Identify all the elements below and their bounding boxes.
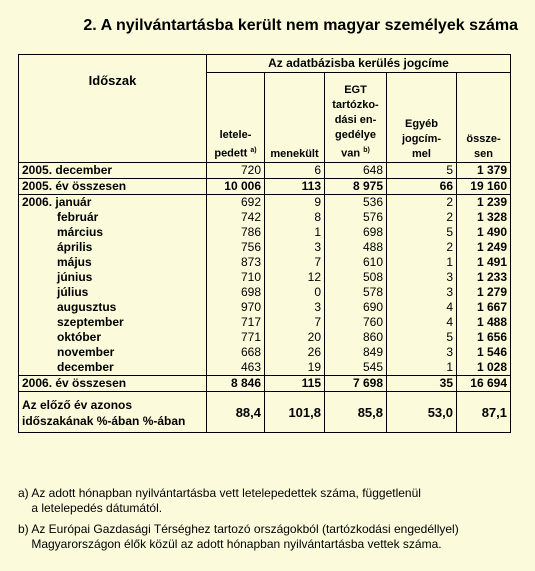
table-cell: 115 [265,376,325,392]
column-header-line: sen [474,148,493,160]
column-header-line: pedett [214,148,248,160]
table-cell: 9 [265,195,325,211]
footnote [18,522,518,552]
row-label: 2006. január [19,195,207,211]
row-label: december [19,360,207,376]
table-cell: 1 546 [457,345,511,360]
row-label: július [19,285,207,300]
table-cell: 576 [325,210,387,225]
table-cell: 8 846 [207,376,265,392]
table-cell: 0 [265,285,325,300]
table-cell: 1 279 [457,285,511,300]
table-cell: 3 [265,240,325,255]
table-row [19,376,511,392]
footnote-marker: a) [250,147,257,155]
table-cell: 545 [325,360,387,376]
table-cell: 7 698 [325,376,387,392]
table-cell: 536 [325,195,387,211]
table-row [19,225,511,240]
footnotes [18,486,518,558]
table-cell: 2 [387,240,457,255]
table-cell: 698 [207,285,265,300]
table-cell: 648 [325,163,387,179]
table-cell: 16 694 [457,376,511,392]
table-cell: 1 249 [457,240,511,255]
table-cell: 35 [387,376,457,392]
percent-cell: 53,0 [387,392,457,433]
table-cell: 3 [387,345,457,360]
table-cell: 578 [325,285,387,300]
table-cell: 1 [265,225,325,240]
table-cell: 12 [265,270,325,285]
group-header: Az adatbázisba kerülés jogcíme [207,55,511,73]
column-header-line: mel [412,148,431,160]
footnote-line: b) Az Európai Gazdasági Térséghez tartozó országokból (tartózkodási engedéllyel) [18,522,459,536]
table-cell: 3 [387,270,457,285]
table-cell: 1 233 [457,270,511,285]
table-cell: 1 028 [457,360,511,376]
percent-cell: 85,8 [325,392,387,433]
table-cell: 710 [207,270,265,285]
row-label: 2005. év összesen [19,179,207,195]
column-header-line: dási en- [334,114,377,127]
table-row [19,179,511,195]
table-cell: 610 [325,255,387,270]
table-row [19,195,511,211]
table-row [19,345,511,360]
column-header [265,73,325,163]
column-header-line: EGT [344,84,367,97]
table-cell: 113 [265,179,325,195]
table-cell: 7 [265,315,325,330]
table-row [19,360,511,376]
column-header-line: menekült [270,148,319,160]
table-cell: 1 379 [457,163,511,179]
table-cell: 970 [207,300,265,315]
percent-cell: 87,1 [457,392,511,433]
table-row [19,240,511,255]
table-cell: 1 [387,360,457,376]
table-cell: 860 [325,330,387,345]
table-cell: 8 [265,210,325,225]
period-header: Időszak [19,55,207,163]
table-cell: 849 [325,345,387,360]
percent-row-label [19,392,207,433]
page-title: 2. A nyilvántartásba került nem magyar személyek száma [83,17,518,34]
table-cell: 1 490 [457,225,511,240]
table-cell: 26 [265,345,325,360]
table-row [19,285,511,300]
table-row [19,315,511,330]
column-header-line: tartózko- [332,99,379,112]
table-cell: 1 239 [457,195,511,211]
table-cell: 4 [387,300,457,315]
row-label: április [19,240,207,255]
row-label: 2005. december [19,163,207,179]
column-header [457,73,511,163]
table-cell: 1 488 [457,315,511,330]
table-row [19,255,511,270]
row-label: február [19,210,207,225]
table-row [19,300,511,315]
table-cell: 19 [265,360,325,376]
column-header-line: Egyéb [404,118,438,130]
table-cell: 742 [207,210,265,225]
column-header [387,73,457,163]
row-label: március [19,225,207,240]
table-cell: 19 160 [457,179,511,195]
table-cell: 720 [207,163,265,179]
footnote-line: a) Az adott hónapban nyilvántartásba vett letelepedettek száma, függetlenül [18,486,421,500]
table-row [19,163,511,179]
table-cell: 2 [387,210,457,225]
row-label: szeptember [19,315,207,330]
footnote [18,486,518,516]
table-cell: 1 491 [457,255,511,270]
column-header-line: van [341,148,361,160]
table-cell: 690 [325,300,387,315]
column-header-line: jogcím- [401,133,442,145]
table-cell: 668 [207,345,265,360]
table-cell: 698 [325,225,387,240]
table-cell: 7 [265,255,325,270]
table-row [19,210,511,225]
column-header-line: gedélye [335,129,376,142]
footnote-line: a letelepedés dátumától. [18,501,163,515]
row-label: október [19,330,207,345]
table-cell: 5 [387,163,457,179]
percent-cell: 88,4 [207,392,265,433]
column-header-line: össze- [466,133,501,145]
column-header [207,73,265,163]
row-label: november [19,345,207,360]
table-cell: 66 [387,179,457,195]
table-cell: 20 [265,330,325,345]
table-cell: 1 [387,255,457,270]
table-cell: 4 [387,315,457,330]
table-cell: 717 [207,315,265,330]
table-cell: 1 667 [457,300,511,315]
table-cell: 1 656 [457,330,511,345]
table-cell: 756 [207,240,265,255]
table-cell: 2 [387,195,457,211]
percent-row [19,392,511,433]
table-cell: 3 [265,300,325,315]
table-cell: 463 [207,360,265,376]
column-header [325,73,387,163]
footnote-line: Magyarországon élők közül az adott hónapban nyilvántartásba vettek száma. [18,537,442,551]
column-header-line: letele- [219,129,252,142]
table-cell: 488 [325,240,387,255]
row-label: június [19,270,207,285]
table-cell: 10 006 [207,179,265,195]
row-label: augusztus [19,300,207,315]
percent-cell: 101,8 [265,392,325,433]
table-cell: 5 [387,225,457,240]
table-cell: 8 975 [325,179,387,195]
percent-label-line: Az előző év azonos [22,398,133,412]
table-cell: 873 [207,255,265,270]
table-row [19,270,511,285]
statistics-table [18,54,511,433]
percent-label-line: időszakának %-ában %-ában [22,414,186,428]
table-cell: 692 [207,195,265,211]
table-cell: 508 [325,270,387,285]
table-row [19,330,511,345]
table-cell: 6 [265,163,325,179]
table-cell: 3 [387,285,457,300]
table-cell: 760 [325,315,387,330]
table-cell: 1 328 [457,210,511,225]
row-label: 2006. év összesen [19,376,207,392]
table-cell: 5 [387,330,457,345]
row-label: május [19,255,207,270]
table-cell: 786 [207,225,265,240]
table-cell: 771 [207,330,265,345]
footnote-marker: b) [363,147,370,155]
